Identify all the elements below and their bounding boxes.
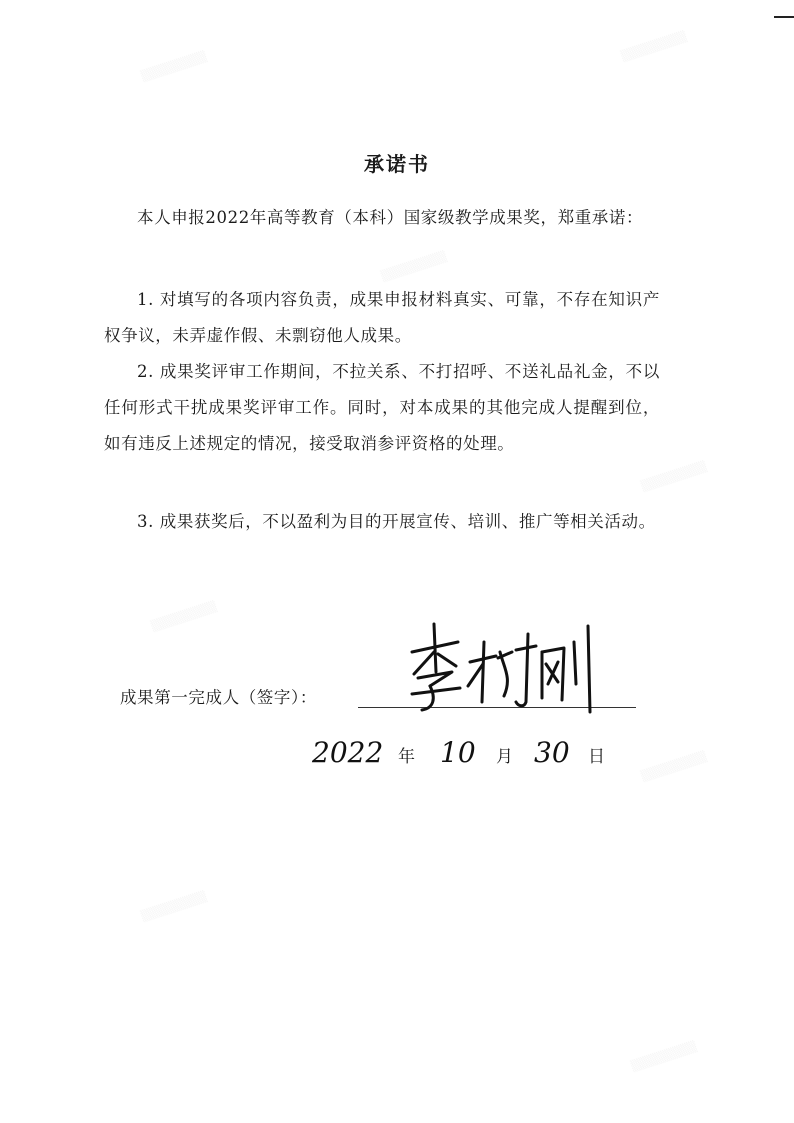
page-edge-mark — [774, 16, 794, 18]
watermark: ▒▒▒▒▒▒▒▒ — [379, 249, 449, 284]
watermark: ▒▒▒▒▒▒▒▒ — [149, 599, 219, 634]
watermark: ▒▒▒▒▒▒▒▒ — [639, 459, 709, 494]
commitment-item-3: 3. 成果获奖后，不以盈利为目的开展宣传、培训、推广等相关活动。 — [137, 512, 656, 531]
document-title: 承诺书 — [364, 152, 430, 176]
watermark: ▒▒▒▒▒▒▒▒ — [619, 29, 689, 64]
handwritten-signature — [400, 612, 600, 722]
commitment-item-2: 2. 成果奖评审工作期间，不拉关系、不打招呼、不送礼品礼金，不以任何形式干扰成果奖评审工作。同时，对本成果的其他完成人提醒到位，如有违反上述规定的情况，接受取消参评资格的处理。 — [104, 362, 660, 453]
date-month: 10 — [440, 736, 476, 769]
signature-date — [0, 736, 794, 776]
date-year: 2022 — [312, 736, 384, 769]
commitment-item-1: 1. 对填写的各项内容负责，成果申报材料真实、可靠，不存在知识产权争议，未弄虚作假、未剽窃他人成果。 — [104, 290, 660, 345]
date-day: 30 — [534, 736, 570, 769]
signature-label: 成果第一完成人（签字）： — [120, 688, 317, 707]
watermark: ▒▒▒▒▒▒▒▒ — [639, 749, 709, 784]
intro-paragraph: 本人申报2022年高等教育（本科）国家级教学成果奖，郑重承诺： — [137, 208, 644, 227]
date-day-unit: 日 — [588, 747, 605, 767]
watermark: ▒▒▒▒▒▒▒▒ — [629, 1039, 699, 1074]
watermark: ▒▒▒▒▒▒▒▒ — [139, 889, 209, 924]
watermark: ▒▒▒▒▒▒▒▒ — [139, 49, 209, 84]
date-year-unit: 年 — [398, 747, 415, 767]
date-month-unit: 月 — [496, 747, 513, 767]
